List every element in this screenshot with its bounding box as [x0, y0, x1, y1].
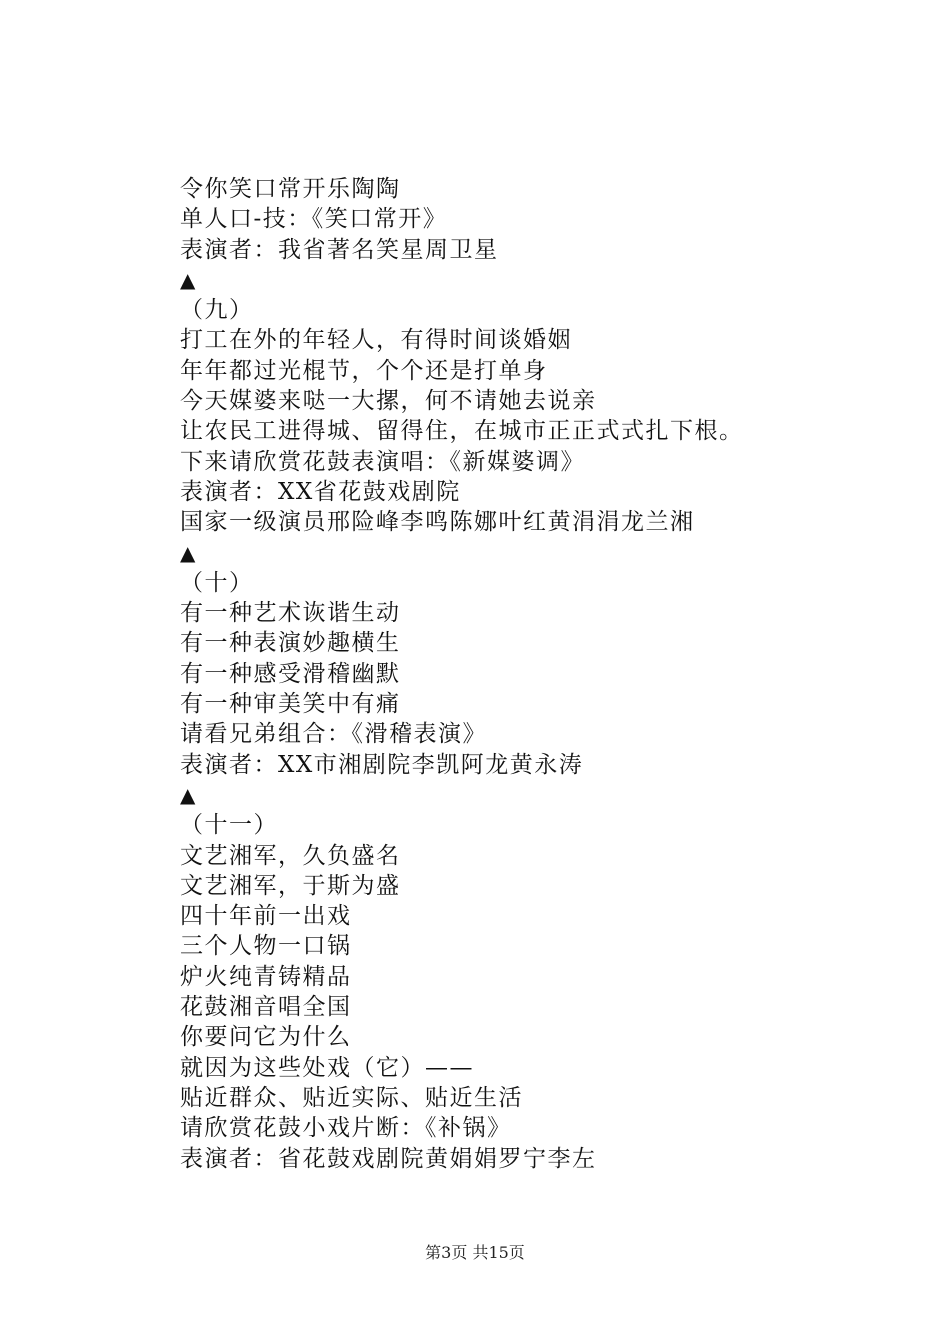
section-number: （九） — [180, 297, 254, 324]
text-line: 文艺湘军，久负盛名 — [180, 842, 401, 869]
text-line: 文艺湘军，于斯为盛 — [180, 872, 401, 899]
triangle-marker: ▲ — [180, 540, 197, 565]
text-line: 三个人物一口锅 — [180, 933, 352, 960]
text-line: 炉火纯青铸精品 — [180, 963, 352, 990]
text-line: 表演者：我省著名笑星周卫星 — [180, 236, 499, 263]
text-line: 花鼓湘音唱全国 — [180, 994, 352, 1021]
page-number-footer: 第3页 共15页 — [425, 1243, 525, 1262]
text-line: 让农民工进得城、留得住，在城市正正式式扎下根。 — [180, 418, 744, 445]
text-line: 贴近群众、贴近实际、贴近生活 — [180, 1084, 523, 1111]
text-line: 表演者：XX市湘剧院李凯阿龙黄永涛 — [180, 751, 584, 778]
section-number: （十） — [180, 569, 254, 596]
text-line: 表演者：XX省花鼓戏剧院 — [180, 478, 461, 505]
section-number: （十一） — [180, 812, 278, 839]
text-line: 请看兄弟组合：《滑稽表演》 — [180, 721, 487, 748]
text-line: 有一种感受滑稽幽默 — [180, 660, 401, 687]
text-line: 表演者：省花鼓戏剧院黄娟娟罗宁李左 — [180, 1145, 597, 1172]
text-line: 年年都过光棍节，个个还是打单身 — [180, 357, 548, 384]
text-line: 请欣赏花鼓小戏片断：《补锅》 — [180, 1115, 512, 1142]
text-line: 就因为这些处戏（它）—— — [180, 1054, 474, 1081]
document-body — [180, 174, 880, 1174]
text-line: 四十年前一出戏 — [180, 903, 352, 930]
text-line: 下来请欣赏花鼓表演唱：《新媒婆调》 — [180, 448, 585, 475]
text-line: 今天媒婆来哒一大摞，何不请她去说亲 — [180, 388, 597, 415]
text-line: 你要问它为什么 — [180, 1024, 352, 1051]
text-line: 打工在外的年轻人，有得时间谈婚姻 — [180, 327, 572, 354]
triangle-marker: ▲ — [180, 782, 197, 807]
text-line: 令你笑口常开乐陶陶 — [180, 176, 401, 202]
text-line: 单人口-技：《笑口常开》 — [180, 206, 448, 233]
text-line: 国家一级演员邢险峰李鸣陈娜叶红黄涓涓龙兰湘 — [180, 509, 695, 536]
triangle-marker: ▲ — [180, 267, 197, 292]
text-line: 有一种审美笑中有痛 — [180, 691, 401, 718]
text-line: 有一种表演妙趣横生 — [180, 630, 401, 657]
text-line: 有一种艺术诙谐生动 — [180, 600, 401, 627]
